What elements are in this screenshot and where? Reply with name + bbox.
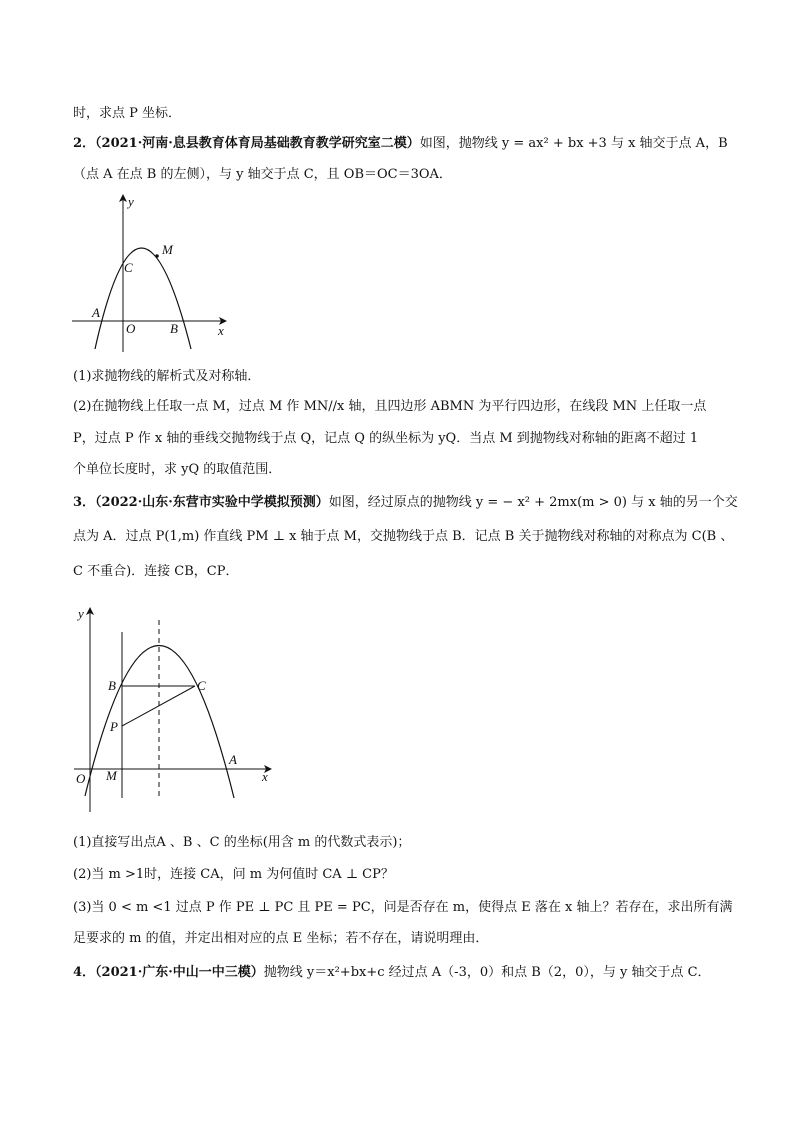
problem-stem: 如图，经过原点的抛物线 y = − x² + 2mx(m > 0) 与 x 轴的另一个交	[328, 495, 738, 510]
problem2-question2-line2: P，过点 P 作 x 轴的垂线交抛物线于点 Q，记点 Q 的纵坐标为 yQ．当点 M 到抛物线对称轴的距离不超过 1	[73, 431, 699, 446]
problem3-parabola-figure	[72, 602, 282, 818]
problem-stem: 如图，抛物线 y = ax² + bx +3 与 x 轴交于点 A，B	[419, 136, 728, 151]
label-a: A	[229, 752, 237, 767]
label-b: B	[170, 321, 178, 336]
label-c: C	[124, 260, 133, 275]
label-a: A	[92, 305, 100, 320]
label-p: P	[110, 719, 118, 734]
problem3-stem-line3: C 不重合)．连接 CB，CP．	[73, 564, 239, 579]
problem2-stem-line1	[73, 134, 728, 154]
problem4-stem	[73, 963, 711, 983]
point-m-dot	[155, 254, 159, 258]
problem3-stem-line1	[73, 493, 738, 513]
problem2-question1: (1)求抛物线的解析式及对称轴．	[73, 369, 261, 384]
problem-number: 4．	[73, 965, 96, 980]
problem2-question2-line1: (2)在抛物线上任取一点 M，过点 M 作 MN//x 轴，且四边形 ABMN 为平行四边形，在线段 MN 上任取一点	[73, 399, 707, 414]
problem3-stem-line2: 点为 A．过点 P(1,m) 作直线 PM ⊥ x 轴于点 M，交抛物线于点 B．记点 B 关于抛物线对称轴的对称点为 C(B 、	[73, 529, 734, 544]
label-y: y	[128, 194, 134, 209]
problem3-question3-line2: 足要求的 m 的值，并定出相对应的点 E 坐标；若不存在，请说明理由．	[73, 931, 489, 946]
label-o: O	[126, 321, 136, 336]
problem2-question2-line3: 个单位长度时，求 yQ 的取值范围．	[73, 462, 282, 477]
label-x: x	[218, 323, 224, 338]
label-m: M	[106, 768, 117, 783]
problem2-stem-line2: （点 A 在点 B 的左侧），与 y 轴交于点 C，且 OB＝OC＝3OA．	[73, 167, 452, 182]
label-c: C	[197, 678, 206, 693]
problem-source: （2021·广东·中山一中三模）	[95, 965, 264, 980]
problem-source: （2022·山东·东营市实验中学模拟预测）	[95, 495, 329, 510]
label-m: M	[162, 242, 173, 257]
problem3-question2: (2)当 m >1时，连接 CA，问 m 为何值时 CA ⊥ CP？	[73, 867, 394, 882]
problem-number: 3．	[73, 495, 96, 510]
problem2-parabola-figure	[70, 192, 240, 354]
label-x: x	[262, 769, 268, 784]
intro-tail: 时，求点 P 坐标．	[73, 106, 182, 121]
label-o: O	[76, 771, 86, 786]
problem-source: （2021·河南·息县教育体育局基础教育教学研究室二模）	[95, 136, 420, 151]
problem-stem: 抛物线 y＝x²+bx+c 经过点 A（-3，0）和点 B（2，0），与 y 轴交于点 C．	[263, 965, 711, 980]
problem3-question3-line1: (3)当 0 < m <1 过点 P 作 PE ⊥ PC 且 PE = PC，问是否存在 m，使得点 E 落在 x 轴上？若存在，求出所有满	[73, 900, 733, 915]
label-y: y	[78, 606, 84, 621]
problem3-question1: (1)直接写出点A 、B 、C 的坐标(用含 m 的代数式表示)；	[73, 835, 411, 850]
label-b: B	[108, 678, 116, 693]
problem-number: 2．	[73, 136, 96, 151]
